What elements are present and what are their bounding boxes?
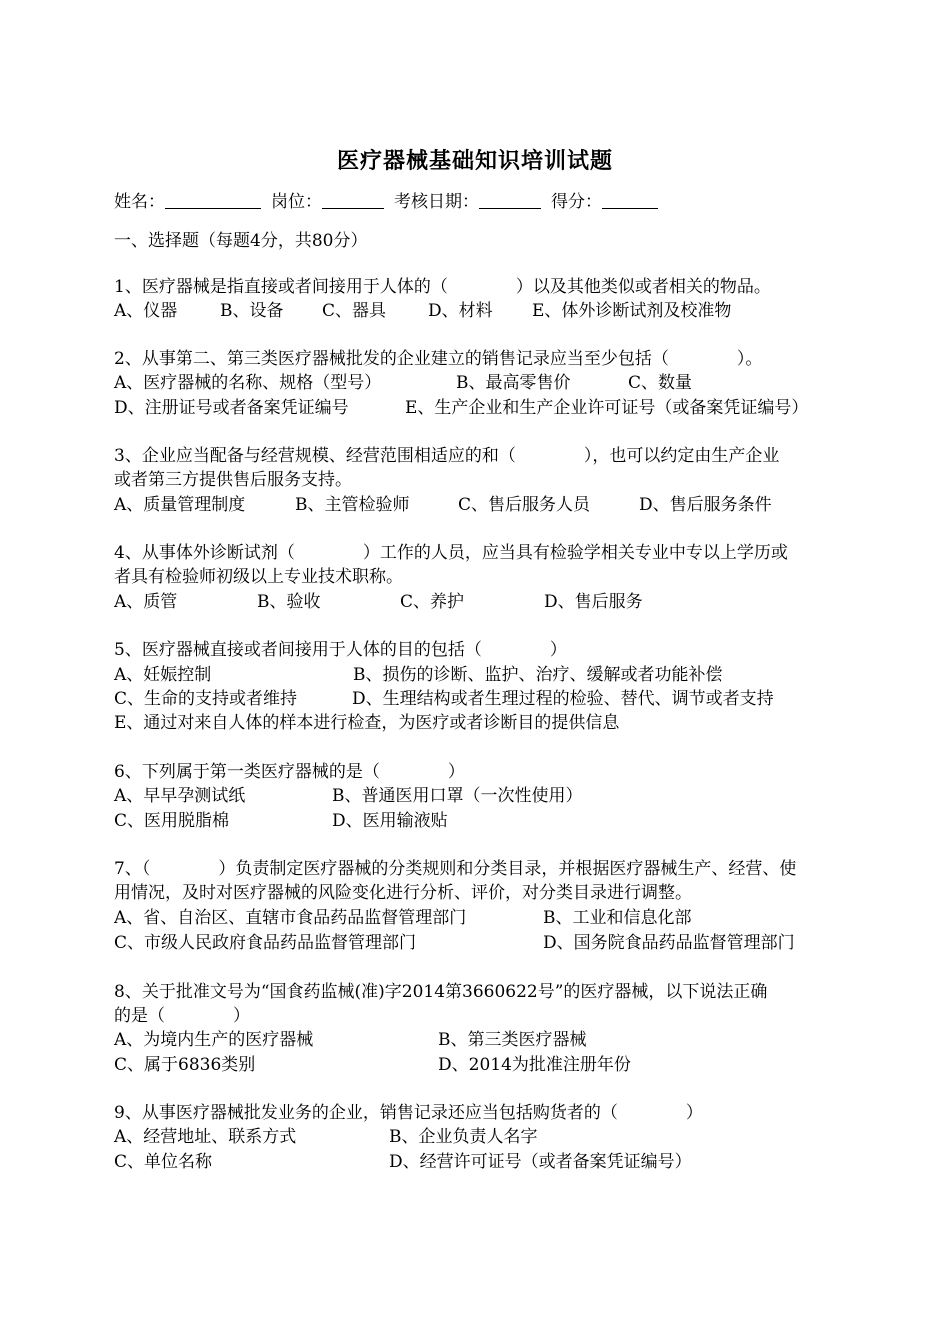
question-6-stem: 6、下列属于第一类医疗器械的是（ ） bbox=[114, 762, 465, 782]
option: A、经营地址、联系方式 bbox=[114, 1127, 297, 1147]
option: C、属于6836类别 bbox=[114, 1055, 256, 1075]
question-6-options bbox=[114, 785, 583, 807]
question-8-options bbox=[114, 1029, 587, 1051]
name-label: 姓名： bbox=[114, 192, 165, 212]
question-7-options bbox=[114, 932, 795, 954]
post-label: 岗位： bbox=[271, 192, 322, 212]
question-2-options bbox=[114, 397, 808, 419]
option: B、损伤的诊断、监护、治疗、缓解或者功能补偿 bbox=[353, 665, 723, 685]
option: B、普通医用口罩（一次性使用） bbox=[332, 786, 583, 806]
question-1-stem: 1、医疗器械是指直接或者间接用于人体的（ ）以及其他类似或者相关的物品。 bbox=[114, 277, 771, 297]
option: B、主管检验师 bbox=[295, 495, 410, 515]
option: C、器具 bbox=[322, 301, 387, 321]
question-3-options bbox=[114, 494, 772, 516]
option: D、医用输液贴 bbox=[332, 811, 448, 831]
question-1-options bbox=[114, 300, 731, 322]
option: D、售后服务 bbox=[544, 592, 643, 612]
option: B、验收 bbox=[257, 592, 321, 612]
name-blank[interactable] bbox=[165, 192, 261, 209]
option: A、质管 bbox=[114, 592, 178, 612]
option: A、医疗器械的名称、规格（型号） bbox=[114, 373, 382, 393]
question-9-options bbox=[114, 1126, 538, 1148]
option: E、通过对来自人体的样本进行检查，为医疗或者诊断目的提供信息 bbox=[114, 713, 620, 733]
option: C、医用脱脂棉 bbox=[114, 811, 230, 831]
option: B、企业负责人名字 bbox=[389, 1127, 538, 1147]
question-3-stem: 或者第三方提供售后服务支持。 bbox=[114, 470, 352, 490]
option: C、售后服务人员 bbox=[458, 495, 591, 515]
question-8-options bbox=[114, 1054, 631, 1076]
question-2-stem: 2、从事第二、第三类医疗器械批发的企业建立的销售记录应当至少包括（ ）。 bbox=[114, 349, 763, 369]
option: D、经营许可证号（或者备案凭证编号） bbox=[389, 1152, 692, 1172]
option: E、生产企业和生产企业许可证号（或备案凭证编号） bbox=[405, 398, 809, 418]
question-9-options bbox=[114, 1151, 692, 1173]
option: D、材料 bbox=[428, 301, 493, 321]
question-9-stem: 9、从事医疗器械批发业务的企业，销售记录还应当包括购货者的（ ） bbox=[114, 1103, 703, 1123]
option: C、养护 bbox=[400, 592, 465, 612]
question-7-stem: 用情况，及时对医疗器械的风险变化进行分析、评价，对分类目录进行调整。 bbox=[114, 883, 692, 903]
option: C、生命的支持或者维持 bbox=[114, 689, 298, 709]
option: B、工业和信息化部 bbox=[543, 908, 692, 928]
option: D、生理结构或者生理过程的检验、替代、调节或者支持 bbox=[352, 689, 774, 709]
post-blank[interactable] bbox=[322, 192, 384, 209]
option: D、2014为批准注册年份 bbox=[438, 1055, 631, 1075]
question-5-options bbox=[114, 664, 723, 686]
question-5-options bbox=[114, 712, 619, 734]
option: D、注册证号或者备案凭证编号 bbox=[114, 398, 349, 418]
question-4-options bbox=[114, 591, 643, 613]
examinee-info-row bbox=[114, 187, 668, 212]
question-7-options bbox=[114, 907, 692, 929]
score-label: 得分： bbox=[551, 192, 602, 212]
question-5-stem: 5、医疗器械直接或者间接用于人体的目的包括（ ） bbox=[114, 640, 567, 660]
question-2-options bbox=[114, 372, 692, 394]
option: C、市级人民政府食品药品监督管理部门 bbox=[114, 933, 417, 953]
option: A、妊娠控制 bbox=[114, 665, 212, 685]
option: D、售后服务条件 bbox=[639, 495, 772, 515]
option: A、省、自治区、直辖市食品药品监督管理部门 bbox=[114, 908, 467, 928]
option: D、国务院食品药品监督管理部门 bbox=[543, 933, 795, 953]
date-blank[interactable] bbox=[479, 192, 541, 209]
question-3-stem: 3、企业应当配备与经营规模、经营范围相适应的和（ ），也可以约定由生产企业 bbox=[114, 446, 780, 466]
option: A、为境内生产的医疗器械 bbox=[114, 1030, 314, 1050]
option: B、第三类医疗器械 bbox=[438, 1030, 587, 1050]
option: C、单位名称 bbox=[114, 1152, 213, 1172]
option: B、最高零售价 bbox=[456, 373, 571, 393]
page-title: 医疗器械基础知识培训试题 bbox=[336, 149, 613, 174]
question-8-stem: 8、关于批准文号为“国食药监械(准)字2014第3660622号”的医疗器械，以下说法正确 bbox=[114, 982, 768, 1002]
question-8-stem: 的是（ ） bbox=[114, 1006, 250, 1026]
question-5-options bbox=[114, 688, 774, 710]
date-label: 考核日期： bbox=[394, 192, 479, 212]
question-4-stem: 者具有检验师初级以上专业技术职称。 bbox=[114, 567, 403, 587]
option: C、数量 bbox=[628, 373, 693, 393]
option: A、早早孕测试纸 bbox=[114, 786, 246, 806]
option: B、设备 bbox=[220, 301, 284, 321]
question-4-stem: 4、从事体外诊断试剂（ ）工作的人员，应当具有检验学相关专业中专以上学历或 bbox=[114, 543, 788, 563]
question-6-options bbox=[114, 810, 448, 832]
question-7-stem: 7、（ ）负责制定医疗器械的分类规则和分类目录，并根据医疗器械生产、经营、使 bbox=[114, 859, 797, 879]
section-heading: 一、选择题（每题4分，共80分） bbox=[114, 231, 368, 251]
option: A、仪器 bbox=[114, 301, 178, 321]
option: A、质量管理制度 bbox=[114, 495, 246, 515]
option: E、体外诊断试剂及校准物 bbox=[532, 301, 732, 321]
score-blank[interactable] bbox=[602, 192, 658, 209]
